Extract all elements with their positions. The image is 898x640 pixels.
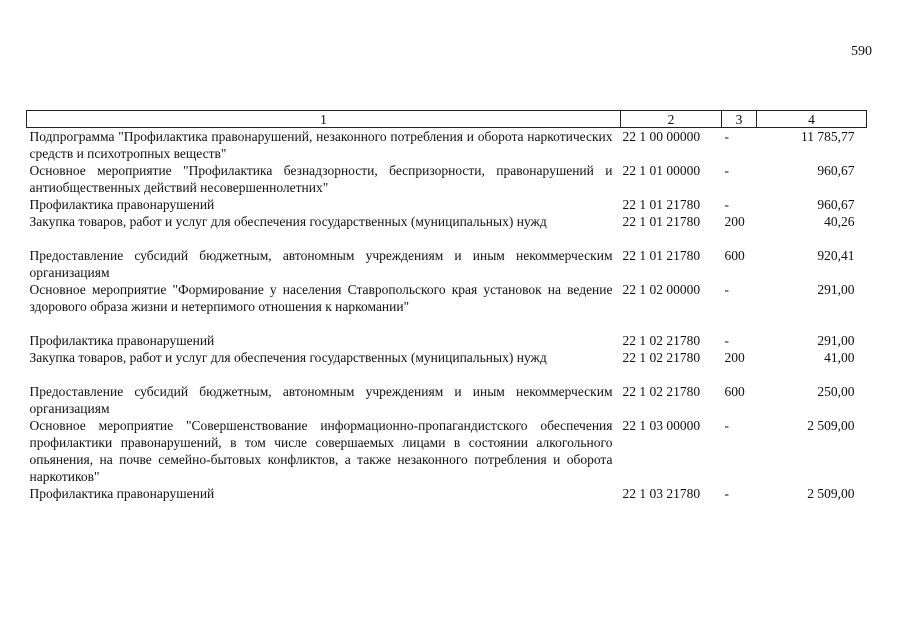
row-amount: 960,67 <box>817 163 855 178</box>
row-name: Основное мероприятие "Совершенствование информационно-пропагандистского обеспечения профилактики правонарушений, в том числе совершаемых лицами в состоянии алкогольного опьянения, на почве семейно-бытовых конфликтов, а также незаконного потребления и оборота наркотиков" <box>29 418 613 484</box>
table-header <box>27 111 867 128</box>
table-row <box>27 196 867 213</box>
row-name: Профилактика правонарушений <box>29 197 215 212</box>
row-type: 600 <box>724 248 745 263</box>
row-name: Подпрограмма "Профилактика правонарушений, незаконного потребления и оборота наркотических средств и психотропных веществ" <box>29 129 613 161</box>
table-row <box>27 162 867 196</box>
header-col-3: 3 <box>722 111 757 128</box>
row-amount: 250,00 <box>817 384 855 399</box>
row-code: 22 1 01 21780 <box>622 248 701 263</box>
table-row <box>27 383 867 417</box>
row-name: Закупка товаров, работ и услуг для обеспечения государственных (муниципальных) нужд <box>29 350 547 365</box>
row-name: Предоставление субсидий бюджетным, автономным учреждениям и иным некоммерческим организациям <box>29 248 613 280</box>
header-col-1: 1 <box>27 111 621 128</box>
row-amount: 291,00 <box>817 333 855 348</box>
row-type: 600 <box>724 384 745 399</box>
row-code: 22 1 03 00000 <box>622 418 701 433</box>
table-row <box>27 485 867 502</box>
row-type: - <box>724 197 729 212</box>
table-row <box>27 332 867 349</box>
row-name: Основное мероприятие "Формирование у населения Ставропольского края установок на ведение здорового образа жизни и нетерпимого отношения к наркомании" <box>29 282 613 314</box>
row-name: Профилактика правонарушений <box>29 333 215 348</box>
row-code: 22 1 01 21780 <box>622 214 701 229</box>
header-col-2: 2 <box>621 111 722 128</box>
header-col-4: 4 <box>757 111 867 128</box>
row-type: - <box>724 486 729 501</box>
page-number: 590 <box>851 44 872 59</box>
row-amount: 2 509,00 <box>807 486 855 501</box>
row-code: 22 1 02 21780 <box>622 333 701 348</box>
row-code: 22 1 00 00000 <box>622 129 701 144</box>
table-body <box>27 128 867 503</box>
row-name: Закупка товаров, работ и услуг для обеспечения государственных (муниципальных) нужд <box>29 214 547 229</box>
row-code: 22 1 01 21780 <box>622 197 701 212</box>
row-code: 22 1 02 00000 <box>622 282 701 297</box>
row-type: 200 <box>724 214 745 229</box>
row-amount: 960,67 <box>817 197 855 212</box>
row-type: - <box>724 163 729 178</box>
row-name: Профилактика правонарушений <box>29 486 215 501</box>
row-amount: 920,41 <box>817 248 855 263</box>
header-row <box>27 111 867 128</box>
row-type: - <box>724 129 729 144</box>
row-amount: 41,00 <box>824 350 855 365</box>
table-row <box>27 349 867 383</box>
row-amount: 11 785,77 <box>801 129 855 144</box>
row-type: - <box>724 418 729 433</box>
row-code: 22 1 02 21780 <box>622 350 701 365</box>
row-code: 22 1 01 00000 <box>622 163 701 178</box>
row-code: 22 1 03 21780 <box>622 486 701 501</box>
row-name: Основное мероприятие "Профилактика безнадзорности, беспризорности, правонарушений и антиобщественных действий несовершеннолетних" <box>29 163 613 195</box>
table-row <box>27 247 867 281</box>
row-type: - <box>724 333 729 348</box>
table-row <box>27 128 867 163</box>
row-type: 200 <box>724 350 745 365</box>
row-amount: 40,26 <box>824 214 855 229</box>
row-amount: 291,00 <box>817 282 855 297</box>
table-row <box>27 417 867 485</box>
row-code: 22 1 02 21780 <box>622 384 701 399</box>
table-row <box>27 213 867 247</box>
table-row <box>27 281 867 332</box>
row-name: Предоставление субсидий бюджетным, автономным учреждениям и иным некоммерческим организациям <box>29 384 613 416</box>
budget-table <box>26 110 867 502</box>
row-type: - <box>724 282 729 297</box>
row-amount: 2 509,00 <box>807 418 855 433</box>
